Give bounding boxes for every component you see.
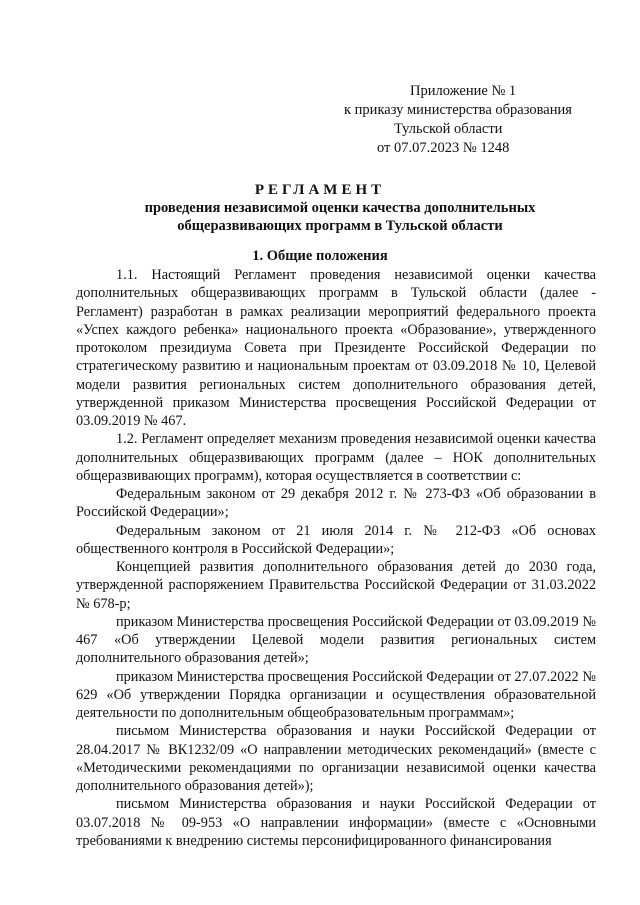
paragraph-letter-vk1232: письмом Министерства образования и науки Российской Федерации от 28.04.2017 № ВК1232/09 «О направлении методических рекомендаций» (вместе с «Методическими рекомендациями по организации независимой оценки качества дополнительного образования детей»); — [76, 723, 596, 794]
appendix-region: Тульской области — [394, 121, 503, 137]
document-title: РЕГЛАМЕНТ — [254, 182, 386, 198]
paragraph-1-1: 1.1. Настоящий Регламент проведения независимой оценки качества дополнительных общеразвивающих программ в Тульской области (далее - Регламент) разработан в рамках реализации мероприятий федерального проекта «Успех каждого ребенка» национального проекта «Образование», утвержденного протоколом президиума Совета при Президенте Российской Федерации по стратегическому развитию и национальным проектам от 03.09.2018 № 10, Целевой модели развития региональных систем дополнительного образования детей, утвержденной приказом Министерства просвещения Российской Федерации от 03.09.2019 № 467. — [76, 267, 596, 429]
paragraph-order-467: приказом Министерства просвещения Российской Федерации от 03.09.2019 № 467 «Об утверждении Целевой модели развития региональных систем дополнительного образования детей»; — [76, 613, 596, 667]
subtitle-line-1: проведения независимой оценки качества дополнительных — [144, 200, 536, 216]
document-body — [76, 266, 596, 850]
appendix-number: Приложение № 1 — [410, 83, 517, 99]
paragraph-law-273: Федеральным законом от 29 декабря 2012 г. № 273-ФЗ «Об образовании в Российской Федерации»; — [76, 486, 596, 521]
paragraph-order-629: приказом Министерства просвещения Российской Федерации от 27.07.2022 № 629 «Об утверждении Порядка организации и осуществления образовательной деятельности по дополнительным общеобразовательным программам»; — [76, 668, 596, 721]
paragraph-law-212: Федеральным законом от 21 июля 2014 г. № 212-ФЗ «Об основах общественного контроля в Российской Федерации»; — [76, 522, 596, 557]
document-subtitle — [80, 199, 600, 235]
appendix-block — [344, 82, 634, 158]
paragraph-1-2: 1.2. Регламент определяет механизм проведения независимой оценки качества дополнительных общеразвивающих программ (далее – НОК дополнительных общеразвивающих программ), которая осуществляется в соответствии с: — [76, 431, 596, 484]
paragraph-concept-2030: Концепцией развития дополнительного образования детей до 2030 года, утвержденной распоряжением Правительства Российской Федерации от 31.03.2022 № 678-р; — [76, 559, 596, 612]
paragraph-letter-09-953: письмом Министерства образования и науки Российской Федерации от 03.07.2018 № 09-953 «О направлении информации» (вместе с «Основными требованиями к внедрению системы персонифицированного финансирования — [76, 796, 596, 849]
subtitle-line-2: общеразвивающих программ в Тульской области — [177, 218, 503, 234]
section-heading: 1. Общие положения — [252, 248, 388, 264]
appendix-order-ref: к приказу министерства образования — [344, 102, 572, 118]
appendix-date-number: от 07.07.2023 № 1248 — [377, 140, 510, 156]
